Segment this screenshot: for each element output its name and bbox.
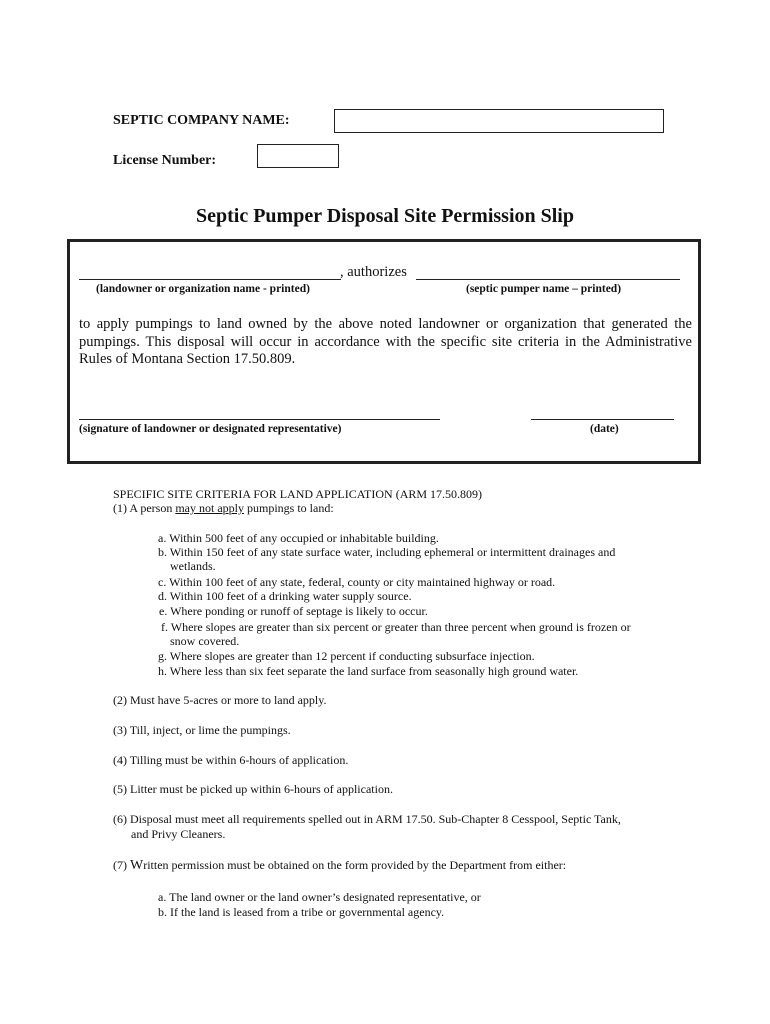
- criteria-item-6-cont: and Privy Cleaners.: [131, 827, 226, 841]
- criteria-sub7-a: a. The land owner or the land owner’s designated representative, or: [158, 890, 481, 904]
- criteria-sub-g: g. Where slopes are greater than 12 percent if conducting subsurface injection.: [158, 649, 535, 663]
- pumper-name-line[interactable]: [416, 279, 680, 280]
- item1-suffix: pumpings to land:: [243, 501, 334, 515]
- landowner-caption: (landowner or organization name - printed): [96, 283, 310, 295]
- criteria-item-4: (4) Tilling must be within 6-hours of application.: [113, 753, 349, 767]
- item7-prefix: (7): [113, 858, 130, 872]
- criteria-sub-b: b. Within 150 feet of any state surface water, including ephemeral or intermittent drainages and: [158, 545, 616, 559]
- criteria-sub-b-cont: wetlands.: [170, 559, 216, 573]
- license-number-label: License Number:: [113, 153, 217, 168]
- company-name-label: SEPTIC COMPANY NAME:: [113, 113, 290, 128]
- company-name-field[interactable]: [334, 109, 664, 133]
- authorizes-text: , authorizes: [340, 264, 407, 280]
- criteria-sub-h: h. Where less than six feet separate the land surface from seasonally high ground water.: [158, 664, 579, 678]
- pumper-caption: (septic pumper name – printed): [466, 283, 622, 295]
- criteria-item-6: (6) Disposal must meet all requirements spelled out in ARM 17.50. Sub-Chapter 8 Cesspool, Septic Tank,: [113, 812, 621, 826]
- criteria-sub-a: a. Within 500 feet of any occupied or inhabitable building.: [158, 531, 439, 545]
- criteria-sub7-b: b. If the land is leased from a tribe or governmental agency.: [158, 905, 445, 919]
- date-caption: (date): [590, 423, 619, 435]
- authorization-paragraph: to apply pumpings to land owned by the above noted landowner or organization that generated the pumpings. This disposal will occur in accordance with the specific site criteria in the Administrative Rules of Montana Section 17.50.809.: [79, 316, 692, 367]
- signature-line[interactable]: [79, 419, 440, 420]
- criteria-sub-e: e. Where ponding or runoff of septage is likely to occur.: [159, 604, 428, 618]
- page-title: Septic Pumper Disposal Site Permission Slip: [196, 205, 574, 227]
- criteria-item-7: [113, 858, 566, 874]
- criteria-sub-f-cont: snow covered.: [170, 634, 240, 648]
- landowner-name-line[interactable]: [79, 279, 341, 280]
- criteria-item-1: [113, 501, 334, 516]
- criteria-item-2: (2) Must have 5-acres or more to land apply.: [113, 693, 327, 707]
- criteria-sub-f: f. Where slopes are greater than six percent or greater than three percent when ground is frozen or: [161, 620, 631, 634]
- item1-prefix: (1) A person: [113, 501, 176, 515]
- criteria-item-3: (3) Till, inject, or lime the pumpings.: [113, 723, 291, 737]
- item1-underlined: may not apply: [175, 501, 244, 515]
- criteria-sub-d: d. Within 100 feet of a drinking water supply source.: [158, 589, 412, 603]
- item7-initial: W: [130, 858, 144, 873]
- date-line[interactable]: [531, 419, 674, 420]
- criteria-sub-c: c. Within 100 feet of any state, federal, county or city maintained highway or road.: [158, 575, 556, 589]
- signature-caption: (signature of landowner or designated representative): [79, 423, 342, 435]
- item7-rest: ritten permission must be obtained on the form provided by the Department from either:: [143, 858, 567, 872]
- criteria-heading: SPECIFIC SITE CRITERIA FOR LAND APPLICATION (ARM 17.50.809): [113, 487, 483, 501]
- criteria-item-5: (5) Litter must be picked up within 6-hours of application.: [113, 782, 393, 796]
- license-number-field[interactable]: [257, 144, 339, 168]
